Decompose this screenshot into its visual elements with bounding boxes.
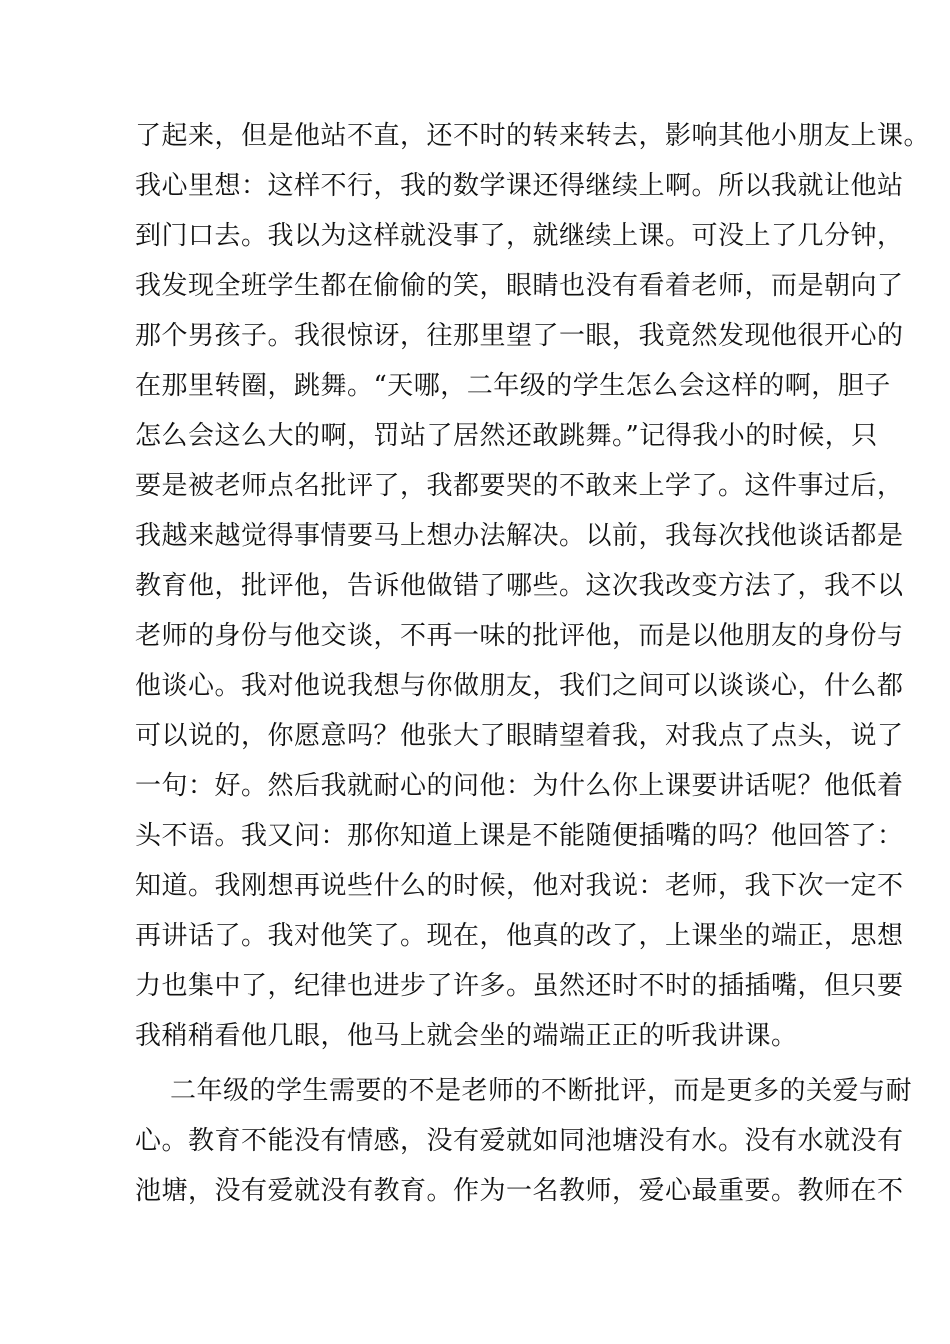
text-line: 可以说的，你愿意吗？他张大了眼睛望着我，对我点了点头，说了 [135, 721, 904, 751]
text-line: 知道。我刚想再说些什么的时候，他对我说：老师，我下次一定不 [135, 871, 904, 901]
text-line: 到门口去。我以为这样就没事了，就继续上课。可没上了几分钟， [135, 221, 904, 251]
text-line: 我心里想：这样不行，我的数学课还得继续上啊。所以我就让他站 [135, 171, 904, 201]
text-line: 池塘，没有爱就没有教育。作为一名教师，爱心最重要。教师在不 [135, 1176, 904, 1206]
text-line: 他谈心。我对他说我想与你做朋友，我们之间可以谈谈心，什么都 [135, 671, 904, 701]
text-line: 教育他，批评他，告诉他做错了哪些。这次我改变方法了，我不以 [135, 571, 904, 601]
text-line: 力也集中了，纪律也进步了许多。虽然还时不时的插插嘴，但只要 [135, 971, 904, 1001]
text-line: 一句：好。然后我就耐心的问他：为什么你上课要讲话呢？他低着 [135, 771, 904, 801]
text-line: 在那里转圈，跳舞。“天哪，二年级的学生怎么会这样的啊，胆子 [135, 371, 891, 401]
text-line: 我稍稍看他几眼，他马上就会坐的端端正正的听我讲课。 [135, 1021, 798, 1051]
text-line: 心。教育不能没有情感，没有爱就如同池塘没有水。没有水就没有 [135, 1126, 904, 1156]
text-line: 要是被老师点名批评了，我都要哭的不敢来上学了。这件事过后， [135, 471, 904, 501]
text-line: 头不语。我又问：那你知道上课是不能随便插嘴的吗？他回答了： [135, 821, 904, 851]
paragraph-first-line: 二年级的学生需要的不是老师的不断批评，而是更多的关爱与耐 [170, 1076, 913, 1106]
text-line: 那个男孩子。我很惊讶，往那里望了一眼，我竟然发现他很开心的 [135, 321, 904, 351]
text-line: 我发现全班学生都在偷偷的笑，眼睛也没有看着老师，而是朝向了 [135, 271, 904, 301]
text-line: 了起来，但是他站不直，还不时的转来转去，影响其他小朋友上课。 [135, 121, 931, 151]
text-line: 我越来越觉得事情要马上想办法解决。以前，我每次找他谈话都是 [135, 521, 904, 551]
text-line: 怎么会这么大的啊，罚站了居然还敢跳舞。”记得我小的时候，只 [135, 421, 878, 451]
text-line: 老师的身份与他交谈，不再一味的批评他，而是以他朋友的身份与 [135, 621, 904, 651]
text-line: 再讲话了。我对他笑了。现在，他真的改了，上课坐的端正，思想 [135, 921, 904, 951]
